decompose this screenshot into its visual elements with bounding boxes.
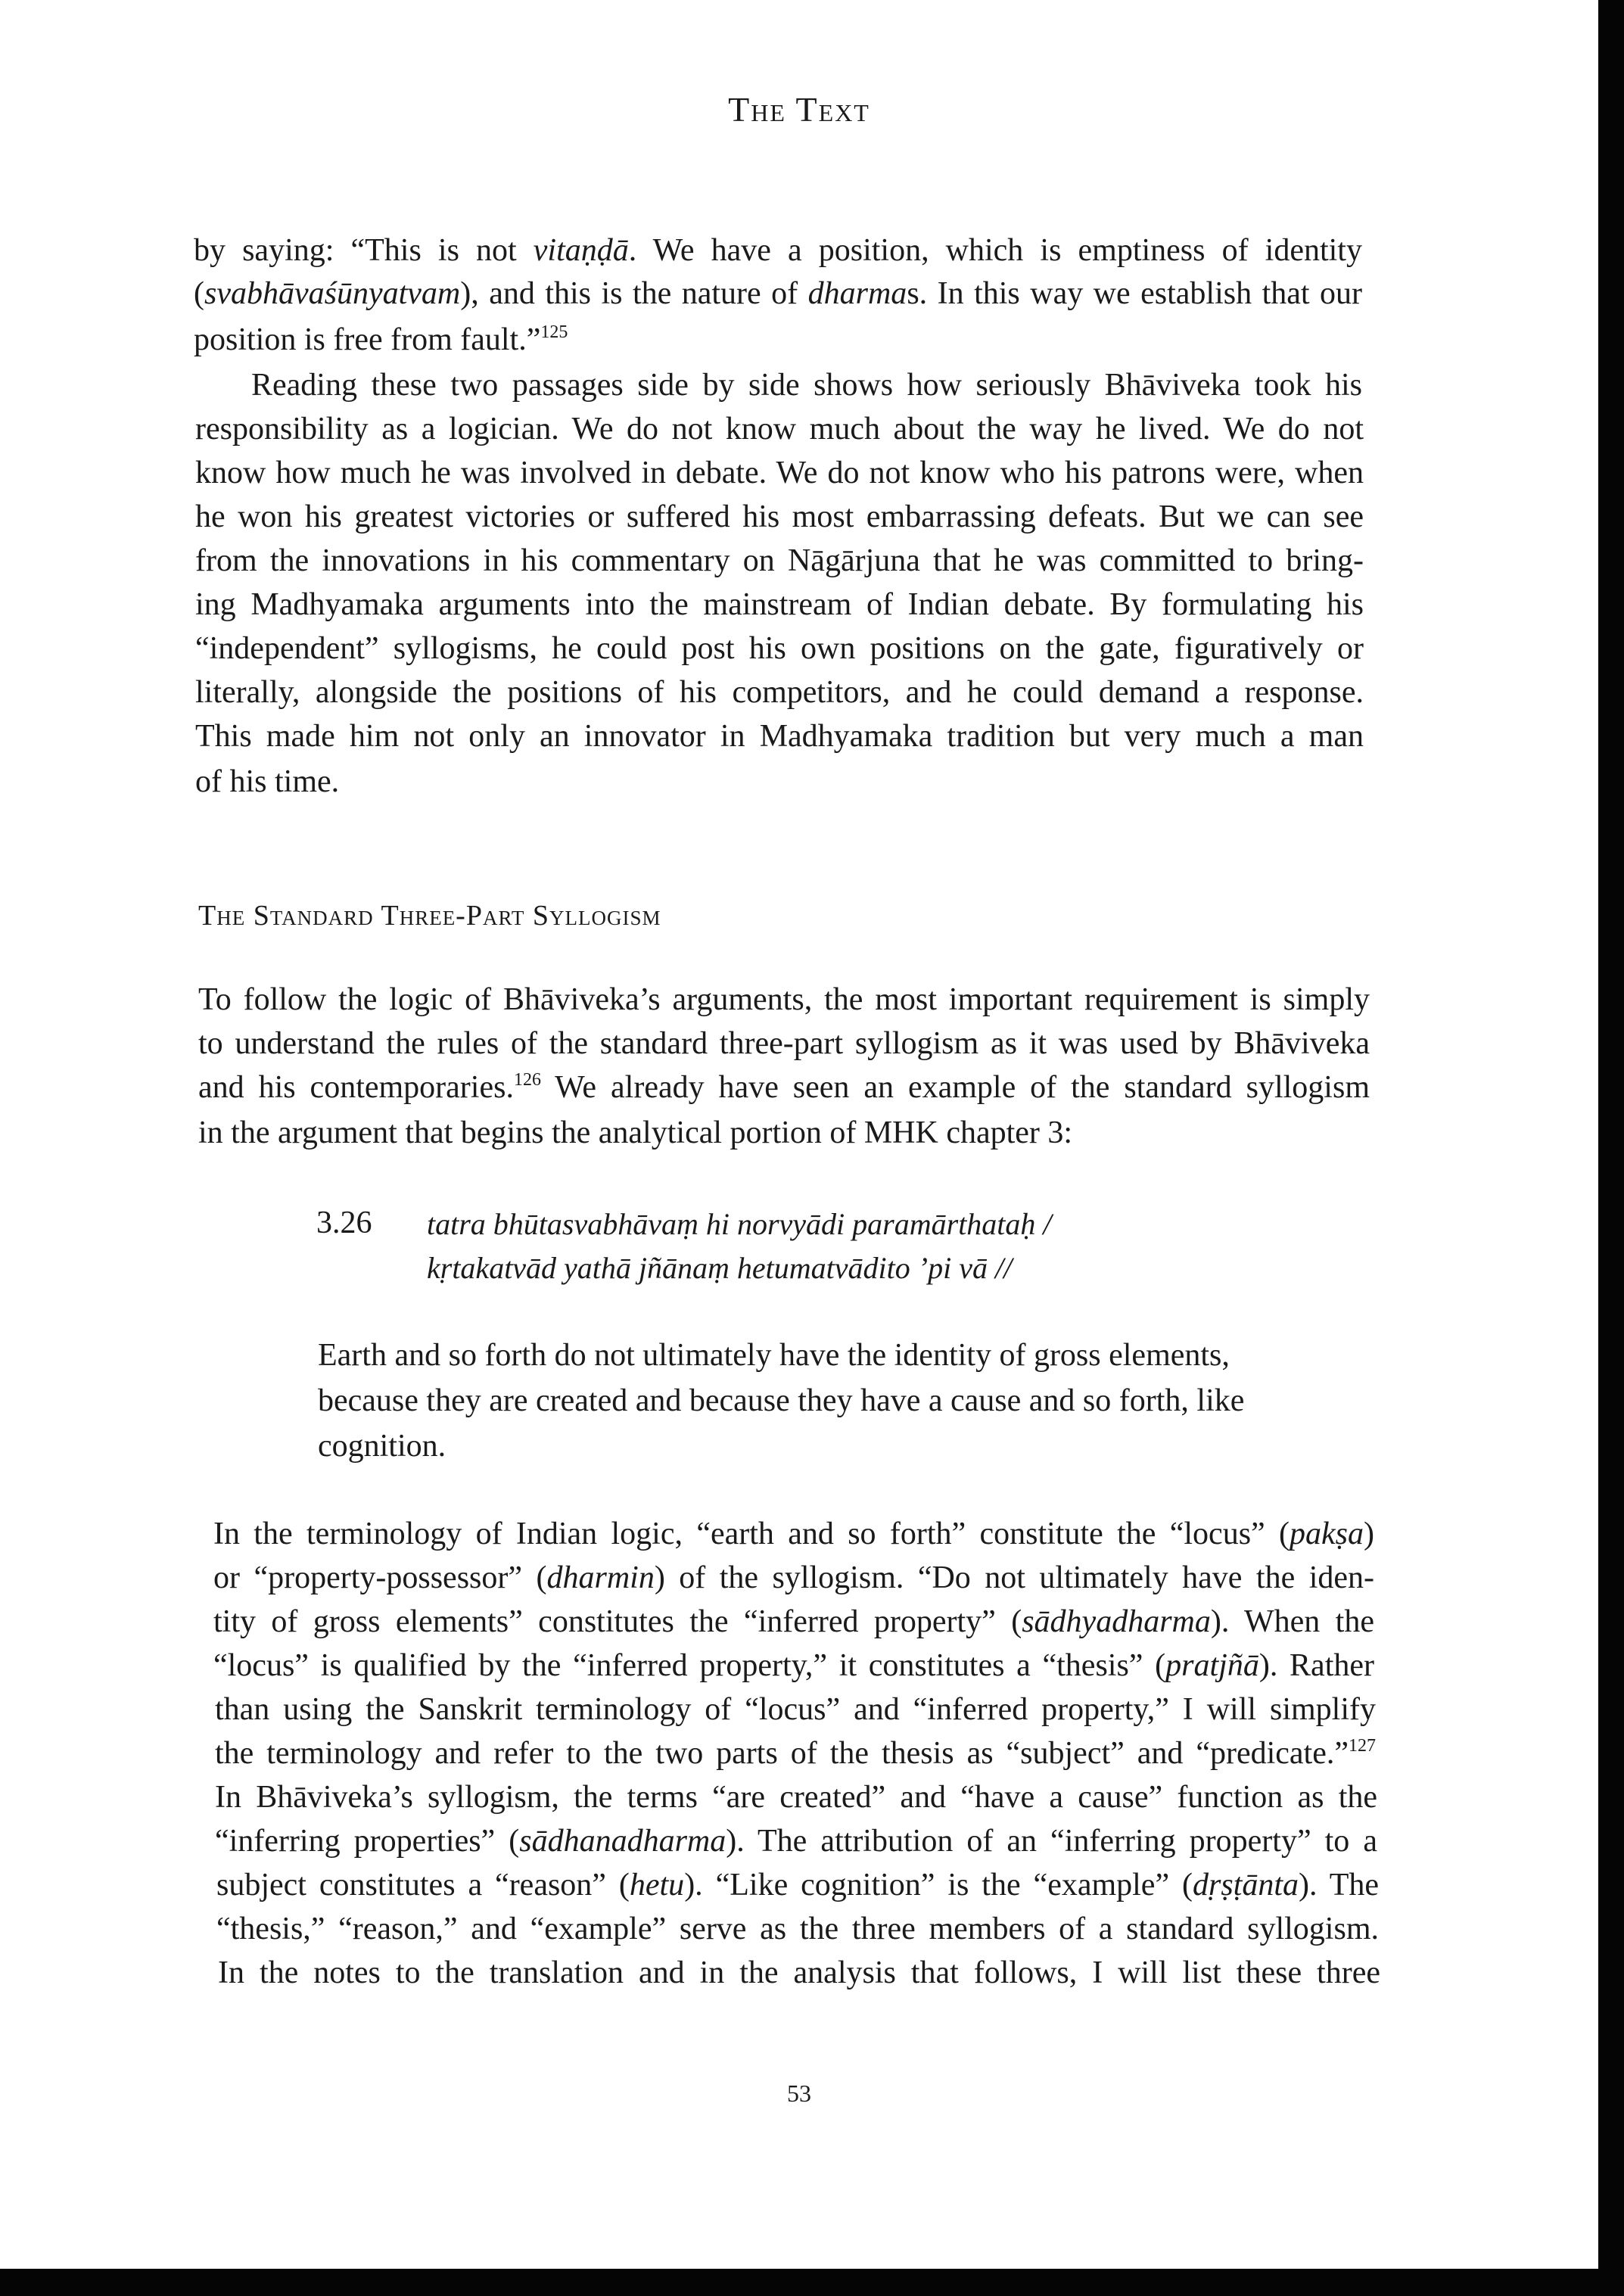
text-line: ing Madhyamaka arguments into the mainstream of Indian debate. By formulating his xyxy=(195,587,1364,622)
text-line: In the notes to the translation and in the analysis that follows, I will list these three xyxy=(218,1955,1380,1990)
text-line: In Bhāviveka’s syllogism, the terms “are created” and “have a cause” function as the xyxy=(215,1780,1377,1815)
text-line: by saying: “This is not vitaṇḍā. We have a position, which is emptiness of identity xyxy=(194,233,1362,268)
text-line: subject constitutes a “reason” (hetu). “Like cognition” is the “example” (dṛṣṭānta). The xyxy=(216,1868,1380,1902)
text-line: tity of gross elements” constitutes the “inferred property” (sādhyadharma). When the xyxy=(213,1604,1374,1639)
text-line: from the innovations in his commentary on Nāgārjuna that he was committed to bring- xyxy=(195,543,1364,578)
scan-edge-bottom xyxy=(0,2269,1624,2296)
text-line: Reading these two passages side by side shows how seriously Bhāviveka took his xyxy=(251,368,1362,403)
text-line: in the argument that begins the analytical portion of MHK chapter 3: xyxy=(198,1115,1073,1150)
footnote-ref-126[interactable]: 126 xyxy=(513,1070,541,1090)
text-line: and his contemporaries.$^{126}$ We already have seen an example of the standard syllogism xyxy=(198,1070,1370,1105)
verse-line: tatra bhūtasvabhāvaṃ hi norvyādi paramārthataḥ / xyxy=(427,1207,1052,1241)
text-line: “locus” is qualified by the “inferred property,” it constitutes a “thesis” (pratjñā). Rather xyxy=(213,1648,1374,1683)
footnote-ref-125[interactable]: 125 xyxy=(540,322,568,342)
text-line: of his time. xyxy=(195,764,340,799)
text-line: “inferring properties” (sādhanadharma). The attribution of an “inferring property” to a xyxy=(215,1824,1377,1859)
running-head: The Text xyxy=(728,90,870,129)
text-line: “independent” syllogisms, he could post his own positions on the gate, figuratively or xyxy=(195,631,1364,666)
text-line: cognition. xyxy=(318,1429,446,1464)
text-line: (svabhāvaśūnyatvam), and this is the nature of dharmas. In this way we establish that our xyxy=(194,276,1363,311)
text-line: literally, alongside the positions of his competitors, and he could demand a response. xyxy=(195,675,1364,710)
text-line: This made him not only an innovator in Madhyamaka tradition but very much a man xyxy=(195,719,1364,754)
verse-line: kṛtakatvād yathā jñānaṃ hetumatvādito ’pi vā // xyxy=(427,1251,1013,1285)
text-line: to understand the rules of the standard three-part syllogism as it was used by Bhāviveka xyxy=(198,1026,1370,1061)
text-line: know how much he was involved in debate. We do not know who his patrons were, when xyxy=(195,456,1364,490)
footnote-ref-127[interactable]: 127 xyxy=(1349,1736,1376,1756)
text-line: To follow the logic of Bhāviveka’s arguments, the most important requirement is simply xyxy=(198,982,1370,1017)
text-line: than using the Sanskrit terminology of “locus” and “inferred property,” I will simplify xyxy=(215,1692,1376,1727)
verse-number: 3.26 xyxy=(316,1206,372,1240)
text-line: In the terminology of Indian logic, “earth and so forth” constitute the “locus” (pakṣa) xyxy=(213,1517,1374,1551)
text-line: because they are created and because they have a cause and so forth, like xyxy=(318,1383,1245,1418)
text-line: responsibility as a logician. We do not know much about the way he lived. We do not xyxy=(195,412,1364,446)
text-line: the terminology and refer to the two parts of the thesis as “subject” and “predicate.”$^{127}$ xyxy=(215,1736,1376,1771)
text-line: Earth and so forth do not ultimately have the identity of gross elements, xyxy=(318,1338,1230,1373)
scan-edge-right xyxy=(1598,0,1624,2296)
text-line: he won his greatest victories or suffered his most embarrassing defeats. But we can see xyxy=(195,499,1364,534)
text-line: or “property-possessor” (dharmin) of the syllogism. “Do not ultimately have the iden- xyxy=(213,1560,1374,1595)
page-number: 53 xyxy=(787,2080,811,2107)
text-line: position is free from fault.”$^{125}$ xyxy=(194,322,568,357)
text-line: “thesis,” “reason,” and “example” serve as the three members of a standard syllogism. xyxy=(216,1912,1379,1946)
section-heading: The Standard Three-Part Syllogism xyxy=(198,900,661,932)
